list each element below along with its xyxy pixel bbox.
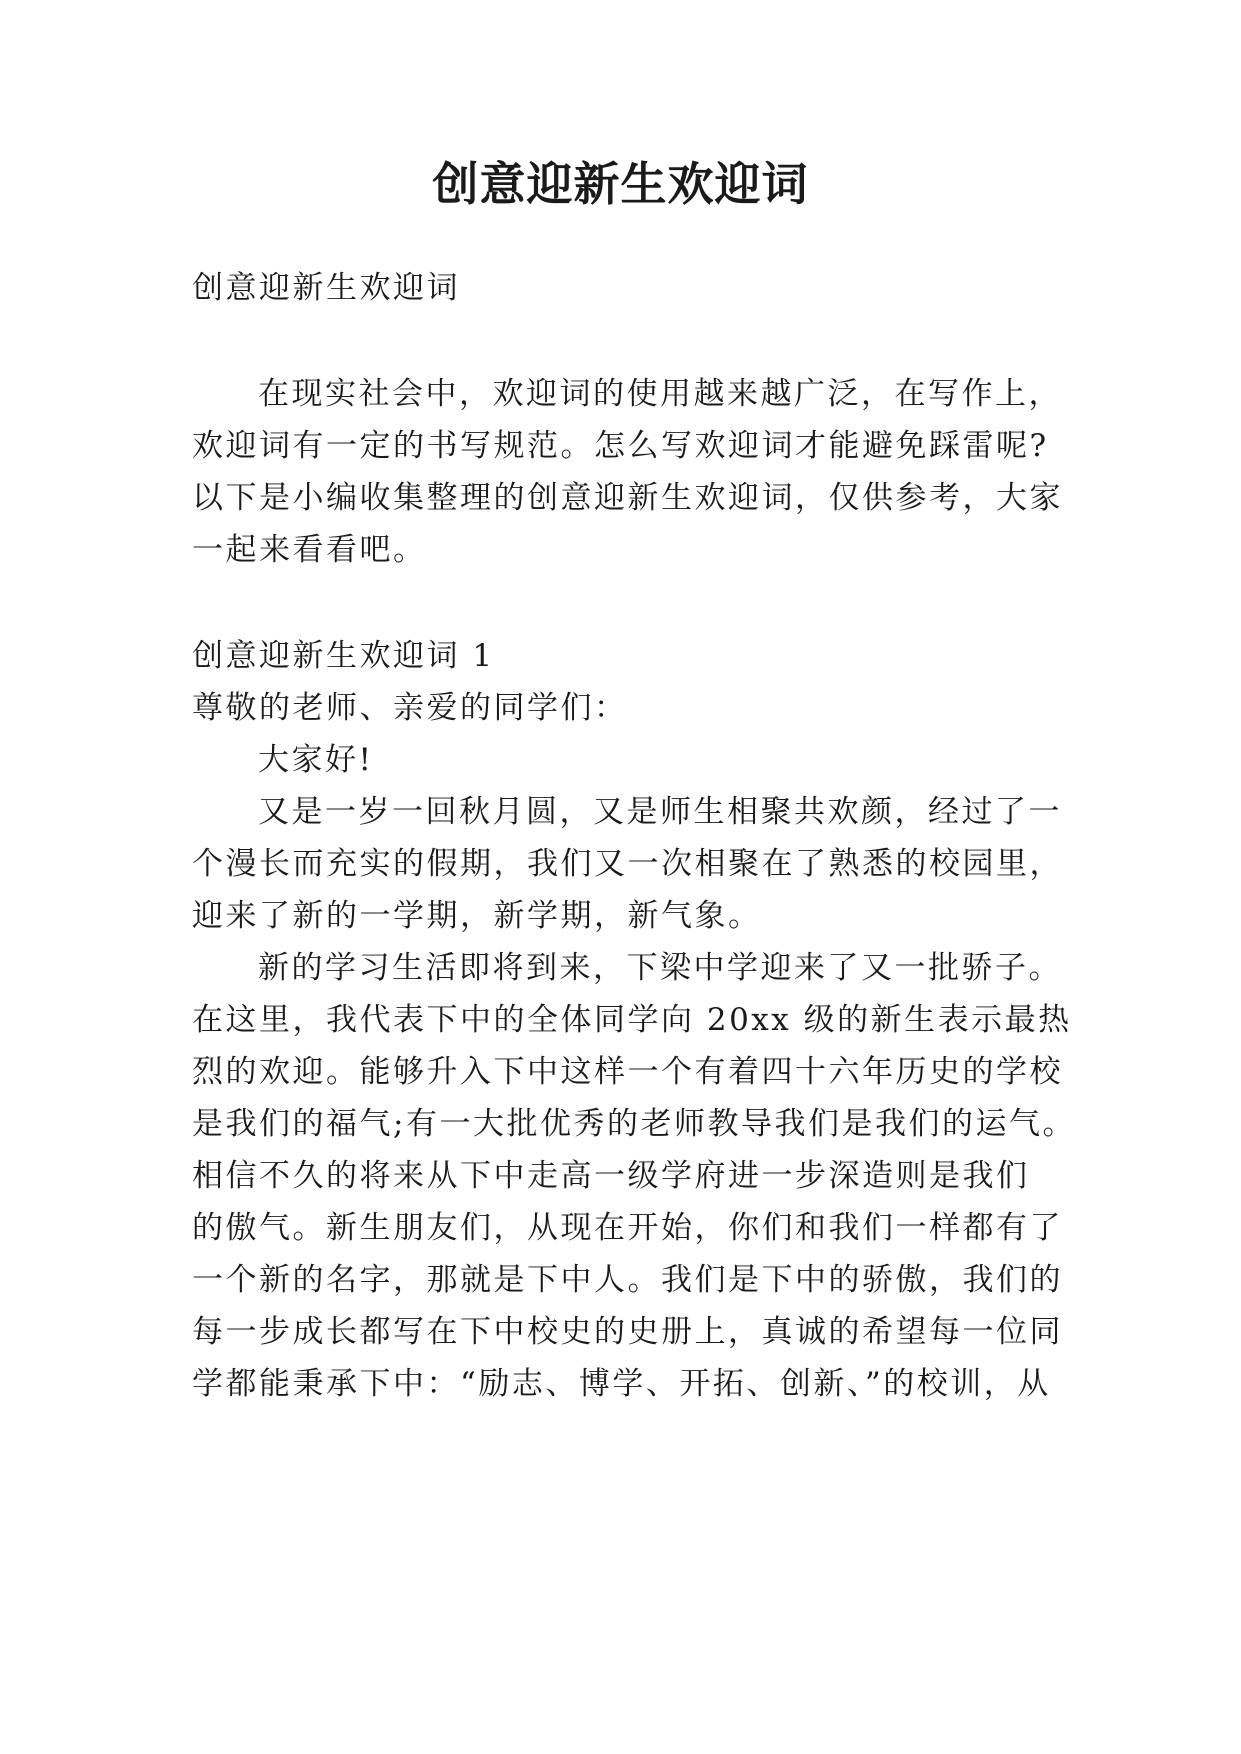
paragraph-line: 烈的欢迎。能够升入下中这样一个有着四十六年历史的学校 xyxy=(192,1054,1063,1090)
salutation: 尊敬的老师、亲爱的同学们： xyxy=(192,690,628,726)
paragraph-line: 一个新的名字，那就是下中人。我们是下中的骄傲，我们的 xyxy=(192,1262,1063,1298)
paragraph-line: 迎来了新的一学期，新学期，新气象。 xyxy=(192,898,762,934)
paragraph-line: 是我们的福气;有一大批优秀的老师教导我们是我们的运气。 xyxy=(192,1106,1076,1142)
greeting: 大家好! xyxy=(258,742,374,778)
paragraph-line: 的傲气。新生朋友们，从现在开始，你们和我们一样都有了 xyxy=(192,1210,1063,1246)
paragraph-line: 又是一岁一回秋月圆，又是师生相聚共欢颜，经过了一 xyxy=(258,794,1062,830)
intro-line: 在现实社会中，欢迎词的使用越来越广泛，在写作上， xyxy=(258,376,1062,412)
paragraph-line: 每一步成长都写在下中校史的史册上，真诚的希望每一位同 xyxy=(192,1314,1063,1350)
document-title: 创意迎新生欢迎词 xyxy=(432,157,809,211)
intro-line: 一起来看看吧。 xyxy=(192,532,427,568)
section-heading: 创意迎新生欢迎词 1 xyxy=(192,638,495,674)
paragraph-line: 新的学习生活即将到来，下梁中学迎来了又一批骄子。 xyxy=(258,950,1062,986)
subtitle: 创意迎新生欢迎词 xyxy=(192,270,460,306)
paragraph-line: 相信不久的将来从下中走高一级学府进一步深造则是我们 xyxy=(192,1158,1030,1194)
paragraph-line: 个漫长而充实的假期，我们又一次相聚在了熟悉的校园里， xyxy=(192,846,1063,882)
paragraph-line: 在这里，我代表下中的全体同学向 20xx 级的新生表示最热 xyxy=(192,1002,1072,1038)
paragraph-line: 学都能秉承下中：“励志、博学、开拓、创新、”的校训，从 xyxy=(192,1366,1051,1402)
intro-line: 以下是小编收集整理的创意迎新生欢迎词，仅供参考，大家 xyxy=(192,480,1063,516)
intro-line: 欢迎词有一定的书写规范。怎么写欢迎词才能避免踩雷呢? xyxy=(192,428,1049,464)
